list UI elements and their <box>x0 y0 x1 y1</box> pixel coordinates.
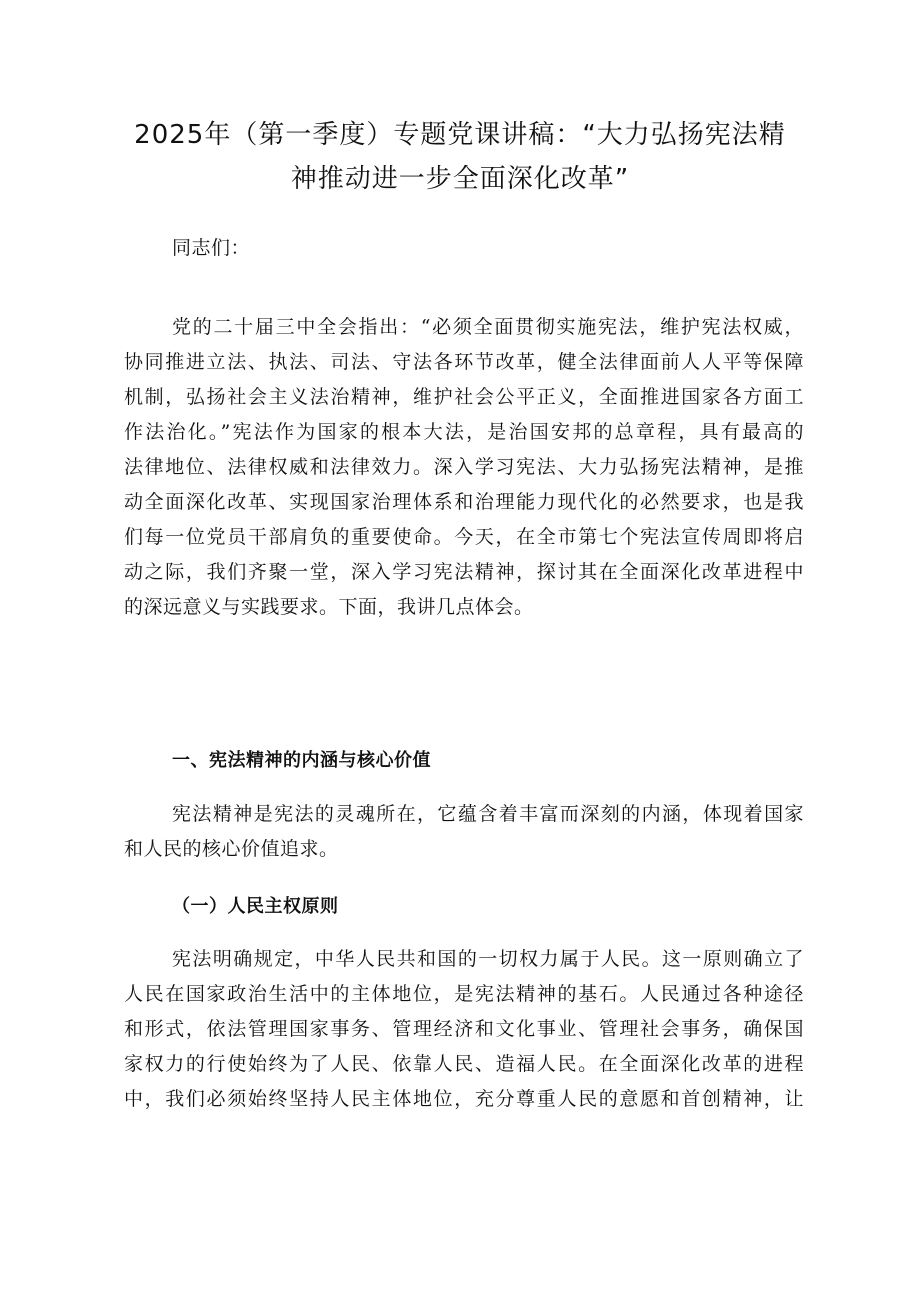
paragraph-line: 协同推进立法、执法、司法、守法各环节改革，健全法律面前人人平等保障 <box>124 351 804 373</box>
paragraph-1 <box>124 310 804 625</box>
subsection-heading: （一）人民主权原则 <box>172 896 339 917</box>
paragraph-line: 动全面深化改革、实现国家治理体系和治理能力现代化的必然要求，也是我 <box>124 491 804 513</box>
paragraph-2 <box>124 797 804 867</box>
paragraph-line: 家权力的行使始终为了人民、依靠人民、造福人民。在全面深化改革的进程 <box>124 1053 804 1075</box>
paragraph-line: 人民在国家政治生活中的主体地位，是宪法精神的基石。人民通过各种途径 <box>124 983 804 1005</box>
paragraph-line: 动之际，我们齐聚一堂，深入学习宪法精神，探讨其在全面深化改革进程中 <box>124 561 804 583</box>
paragraph-line: 宪法明确规定，中华人民共和国的一切权力属于人民。这一原则确立了 <box>172 948 804 970</box>
paragraph-line: 和形式，依法管理国家事务、管理经济和文化事业、管理社会事务，确保国 <box>124 1018 804 1040</box>
paragraph-line: 的深远意义与实践要求。下面，我讲几点体会。 <box>124 596 534 618</box>
paragraph-line: 作法治化。”宪法作为国家的根本大法，是治国安邦的总章程，具有最高的 <box>124 421 804 443</box>
paragraph-line: 宪法精神是宪法的灵魂所在，它蕴含着丰富而深刻的内涵，体现着国家 <box>172 803 804 825</box>
paragraph-line: 法律地位、法律权威和法律效力。深入学习宪法、大力弘扬宪法精神，是推 <box>124 456 804 478</box>
paragraph-line: 们每一位党员干部肩负的重要使命。今天，在全市第七个宪法宣传周即将启 <box>124 526 804 548</box>
salutation-text: 同志们： <box>172 237 251 259</box>
paragraph-line: 党的二十届三中全会指出：“必须全面贯彻实施宪法，维护宪法权威， <box>172 316 804 338</box>
salutation <box>124 231 804 266</box>
subheading-1 <box>124 889 804 924</box>
document-title <box>120 113 800 201</box>
title-line: 2025年（第一季度）专题党课讲稿：“大力弘扬宪法精 <box>134 120 786 150</box>
heading-1 <box>124 743 804 778</box>
title-line: 神推动进一步全面深化改革” <box>290 164 630 194</box>
section-heading: 一、宪法精神的内涵与核心价值 <box>172 750 431 771</box>
paragraph-line: 机制，弘扬社会主义法治精神，维护社会公平正义，全面推进国家各方面工 <box>124 386 804 408</box>
paragraph-line: 中，我们必须始终坚持人民主体地位，充分尊重人民的意愿和首创精神，让 <box>124 1088 804 1110</box>
paragraph-3 <box>124 942 804 1117</box>
paragraph-line: 和人民的核心价值追求。 <box>124 838 339 860</box>
